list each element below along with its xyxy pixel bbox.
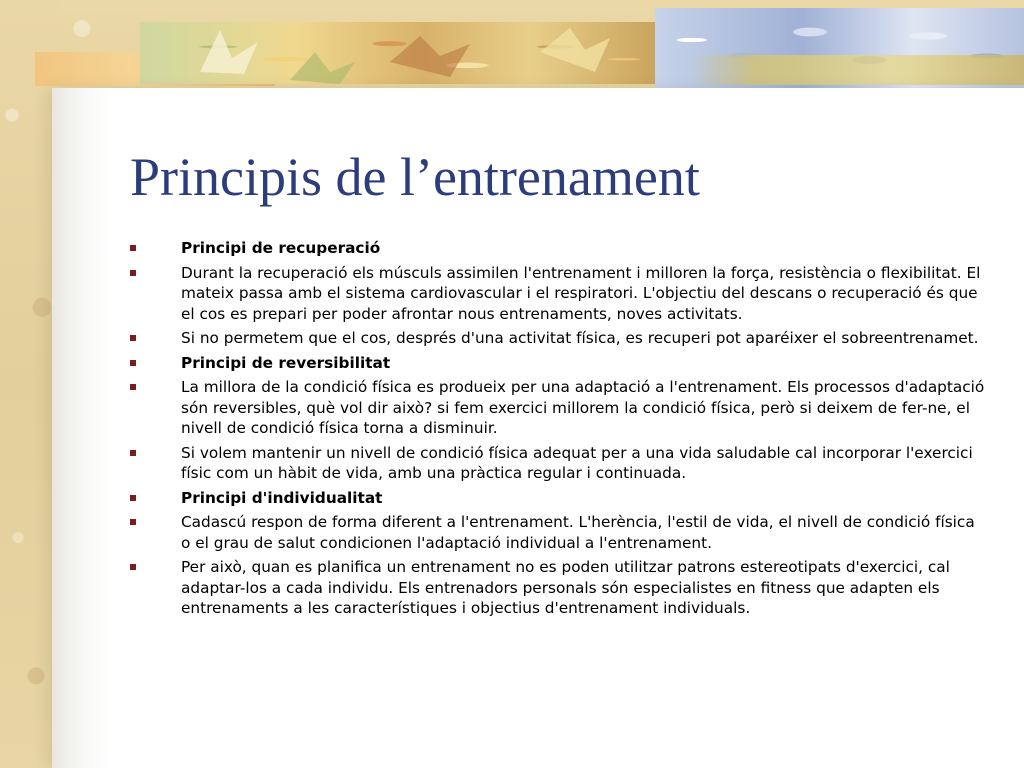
bullet-item — [127, 377, 987, 439]
square-bullet-icon — [130, 519, 136, 525]
bullet-item — [127, 263, 987, 325]
decorative-banner-gold-strip — [690, 55, 1024, 85]
bullet-text: Principi d'individualitat — [181, 488, 383, 507]
slide-title: Principis de l’entrenament — [130, 147, 700, 207]
square-bullet-icon — [130, 360, 136, 366]
bullet-heading — [127, 353, 987, 374]
bullet-item — [127, 512, 987, 553]
square-bullet-icon — [130, 564, 136, 570]
square-bullet-icon — [130, 270, 136, 276]
square-bullet-icon — [130, 335, 136, 341]
square-bullet-icon — [130, 450, 136, 456]
decorative-banner-leaves — [140, 22, 660, 84]
bullet-text: Cadascú respon de forma diferent a l'entrenament. L'herència, l'estil de vida, el nivell de condició física o el grau de salut condicionen l'adaptació individual a l'entrenament. — [181, 513, 975, 552]
bullet-item — [127, 328, 987, 349]
square-bullet-icon — [130, 245, 136, 251]
square-bullet-icon — [130, 384, 136, 390]
bullet-item — [127, 557, 987, 619]
leaves-illustration — [140, 22, 660, 84]
bullet-text: Durant la recuperació els músculs assimilen l'entrenament i milloren la força, resistència o flexibilitat. El mateix passa amb el sistema cardiovascular i el respiratori. L'objectiu del descans o recuperació és que el cos es prepari per poder afrontar nous entrenaments, noves activitats. — [181, 263, 981, 323]
bullet-heading — [127, 488, 987, 509]
bullet-text: La millora de la condició física es produeix per una adaptació a l'entrenament. Els processos d'adaptació són reversibles, què vol dir això? si fem exercici millorem la condició física, però si deixem de fer-ne, el nivell de condició física torna a disminuir. — [181, 378, 985, 437]
bullet-text: Si volem mantenir un nivell de condició física adequat per a una vida saludable cal incorporar l'exercici físic com un hàbit de vida, amb una pràctica regular i continuada. — [181, 443, 973, 482]
bullet-text: Principi de recuperació — [181, 239, 381, 257]
bullet-heading — [127, 238, 987, 259]
square-bullet-icon — [130, 495, 136, 501]
bullet-item — [127, 443, 987, 484]
bullet-text: Principi de reversibilitat — [181, 353, 391, 372]
bullet-text: Si no permetem que el cos, després d'una activitat física, es recuperi pot aparéixer el sobreentrenamet. — [181, 329, 979, 347]
bullet-list — [127, 238, 987, 623]
parchment-side-background — [0, 0, 60, 768]
bullet-text: Per això, quan es planifica un entrenament no es poden utilitzar patrons estereotipats d'exercici, cal adaptar-los a cada individu. Els entrenadors personals són especialistes en fitness que adapten els entrenaments a les característiques i objectius d'entrenament individuals. — [181, 558, 950, 617]
